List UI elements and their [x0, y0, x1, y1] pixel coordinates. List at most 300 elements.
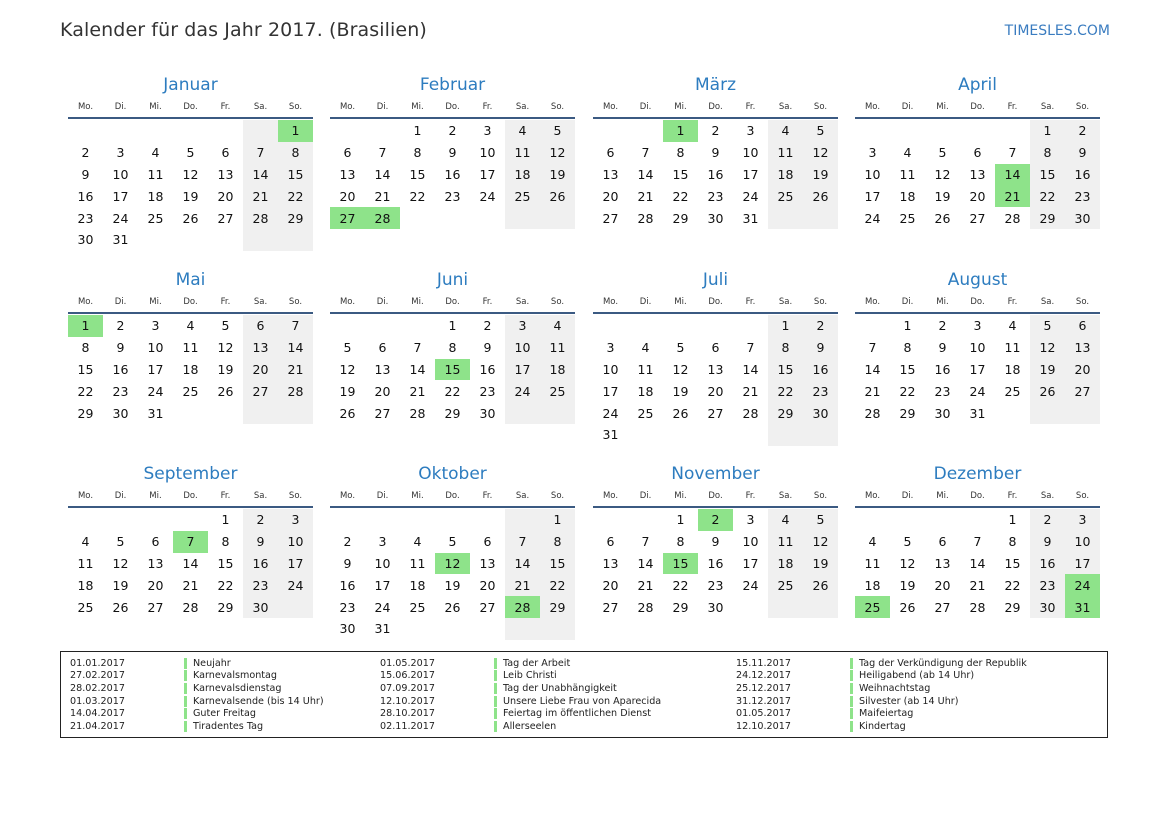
legend-holiday-name: Guter Freitag: [193, 708, 257, 720]
day-cell: 13: [934, 555, 951, 571]
day-cell: 29: [899, 405, 916, 421]
day-cell: 30: [707, 599, 724, 615]
day-cell: 25: [637, 405, 654, 421]
weekday-label: Do.: [445, 491, 460, 501]
day-cell: 16: [339, 577, 356, 593]
day-cell: 21: [864, 383, 881, 399]
empty-cell: [103, 509, 138, 531]
legend-date: 01.05.2017: [380, 657, 435, 669]
month-name: April: [958, 75, 997, 95]
legend-holiday-name: Feiertag im öffentlichen Dienst: [503, 708, 651, 720]
day-cell: 18: [182, 361, 199, 377]
day-cell: 23: [479, 383, 496, 399]
day-cell: 9: [1030, 531, 1065, 553]
day-grid: [593, 509, 838, 618]
day-cell: 18: [505, 164, 540, 186]
day-cell: 6: [938, 534, 947, 550]
day-cell: 12: [182, 166, 199, 182]
weekday-label: Di.: [639, 102, 652, 112]
weekday-label: Mi.: [936, 491, 949, 501]
day-grid: [330, 120, 575, 229]
day-cell: 17: [479, 166, 496, 182]
legend-date: 28.10.2017: [380, 708, 435, 720]
day-cell: 26: [899, 599, 916, 615]
header-rule: [855, 506, 1100, 508]
day-cell: 11: [768, 531, 803, 553]
month-name: August: [947, 270, 1008, 290]
day-cell: 20: [1065, 359, 1100, 381]
legend-date: 07.09.2017: [380, 682, 435, 694]
weekday-label: Di.: [639, 297, 652, 307]
day-cell: 5: [540, 120, 575, 142]
day-cell: 15: [409, 166, 426, 182]
day-cell: 12: [1030, 337, 1065, 359]
day-cell: 26: [112, 599, 129, 615]
weekday-label: Do.: [183, 491, 198, 501]
day-cell: 19: [803, 553, 838, 575]
legend-holiday-name: Tag der Arbeit: [503, 657, 571, 669]
weekday-label: So.: [813, 102, 828, 112]
day-cell: 2: [483, 318, 492, 334]
day-cell: 13: [374, 361, 391, 377]
month-februar: [330, 74, 575, 229]
day-cell: 17: [505, 359, 540, 381]
day-cell: 15: [77, 361, 94, 377]
legend-holiday-name: Unsere Liebe Frau von Aparecida: [503, 695, 662, 707]
empty-cell: [1065, 402, 1100, 424]
day-cell: 11: [540, 337, 575, 359]
day-cell: 24: [112, 210, 129, 226]
legend-marker: [494, 696, 497, 707]
legend-marker: [850, 670, 853, 681]
day-cell: 23: [803, 380, 838, 402]
weekday-label: Di.: [114, 102, 127, 112]
legend-marker: [850, 721, 853, 732]
day-cell: 6: [343, 145, 352, 161]
weekday-header: [855, 292, 1100, 312]
day-grid: [855, 315, 1100, 424]
empty-cell: [960, 509, 995, 531]
day-cell: 7: [378, 145, 387, 161]
day-cell: 24: [374, 599, 391, 615]
holiday-day-cell: 1: [278, 120, 313, 142]
day-cell: 1: [221, 512, 230, 528]
month-name: Juli: [702, 270, 729, 290]
day-cell: 12: [934, 166, 951, 182]
day-cell: 14: [505, 553, 540, 575]
weekday-header: [68, 486, 313, 506]
day-cell: 2: [803, 315, 838, 337]
day-cell: 28: [1004, 210, 1021, 226]
day-cell: 20: [374, 383, 391, 399]
day-cell: 7: [973, 534, 982, 550]
weekday-label: Mo.: [864, 297, 881, 307]
holiday-day-cell: 7: [173, 531, 208, 553]
day-grid: [855, 120, 1100, 229]
legend-entry: [371, 657, 661, 670]
weekday-label: Sa.: [778, 297, 793, 307]
empty-cell: [540, 402, 575, 424]
empty-cell: [278, 596, 313, 618]
day-cell: 30: [112, 405, 129, 421]
legend-marker: [184, 658, 187, 669]
day-cell: 10: [278, 531, 313, 553]
day-cell: 21: [278, 359, 313, 381]
day-cell: 11: [899, 166, 916, 182]
day-cell: 5: [903, 534, 912, 550]
empty-cell: [698, 315, 733, 337]
day-cell: 21: [505, 574, 540, 596]
weekday-header: [855, 486, 1100, 506]
day-cell: 4: [641, 340, 650, 356]
day-cell: 15: [1030, 164, 1065, 186]
day-cell: 13: [147, 555, 164, 571]
day-cell: 8: [676, 534, 685, 550]
month-dezember: [855, 463, 1100, 618]
weekday-label: Do.: [970, 297, 985, 307]
empty-cell: [138, 509, 173, 531]
day-cell: 17: [969, 361, 986, 377]
legend-entry: [61, 670, 324, 683]
day-cell: 26: [803, 574, 838, 596]
day-cell: 20: [339, 188, 356, 204]
header-rule: [330, 506, 575, 508]
weekday-label: Di.: [901, 102, 914, 112]
day-cell: 30: [479, 405, 496, 421]
day-cell: 16: [479, 361, 496, 377]
day-cell: 2: [81, 145, 90, 161]
day-cell: 5: [448, 534, 457, 550]
weekday-header: [593, 292, 838, 312]
weekday-label: So.: [550, 297, 565, 307]
day-cell: 19: [339, 383, 356, 399]
day-cell: 23: [1065, 185, 1100, 207]
day-cell: 7: [278, 315, 313, 337]
month-märz: [593, 74, 838, 229]
weekday-label: Sa.: [1040, 297, 1055, 307]
month-name: Juni: [436, 270, 469, 290]
legend-entry: [727, 720, 1027, 733]
day-cell: 15: [540, 553, 575, 575]
site-link[interactable]: TIMESLES.COM: [1004, 23, 1110, 39]
day-cell: 3: [116, 145, 125, 161]
empty-cell: [208, 120, 243, 142]
day-cell: 25: [182, 383, 199, 399]
weekday-label: Do.: [708, 102, 723, 112]
legend-entry: [727, 695, 1027, 708]
empty-cell: [505, 207, 540, 229]
weekday-label: Fr.: [745, 297, 756, 307]
month-august: [855, 269, 1100, 424]
legend-holiday-name: Weihnachtstag: [859, 682, 931, 694]
month-name: Mai: [175, 270, 206, 290]
weekday-header: [593, 486, 838, 506]
empty-cell: [803, 424, 838, 446]
day-cell: 30: [77, 232, 94, 248]
holiday-day-cell: 31: [1065, 596, 1100, 618]
day-cell: 24: [479, 188, 496, 204]
month-name: November: [671, 464, 760, 484]
weekday-label: Mi.: [149, 491, 162, 501]
day-cell: 29: [217, 599, 234, 615]
legend-date: 02.11.2017: [380, 720, 435, 732]
day-cell: 5: [1030, 315, 1065, 337]
day-cell: 5: [186, 145, 195, 161]
weekday-label: So.: [1075, 102, 1090, 112]
empty-cell: [208, 402, 243, 424]
day-cell: 28: [182, 599, 199, 615]
day-cell: 12: [803, 142, 838, 164]
day-cell: 1: [903, 318, 912, 334]
empty-cell: [435, 618, 470, 640]
day-cell: 19: [934, 188, 951, 204]
day-cell: 3: [278, 509, 313, 531]
empty-cell: [803, 596, 838, 618]
day-cell: 27: [934, 599, 951, 615]
day-cell: 12: [803, 531, 838, 553]
day-cell: 8: [448, 340, 457, 356]
day-cell: 17: [1065, 553, 1100, 575]
weekday-label: Fr.: [220, 491, 231, 501]
day-cell: 27: [602, 599, 619, 615]
legend-marker: [494, 670, 497, 681]
legend-marker: [494, 708, 497, 719]
empty-cell: [593, 509, 628, 531]
day-cell: 20: [969, 188, 986, 204]
empty-cell: [330, 120, 365, 142]
day-cell: 5: [116, 534, 125, 550]
legend-date: 25.12.2017: [736, 682, 791, 694]
holiday-day-cell: 1: [68, 315, 103, 337]
header-rule: [593, 506, 838, 508]
weekday-label: Fr.: [1007, 102, 1018, 112]
day-cell: 7: [641, 534, 650, 550]
day-cell: 16: [934, 361, 951, 377]
empty-cell: [173, 120, 208, 142]
weekday-label: Mi.: [674, 297, 687, 307]
weekday-label: So.: [1075, 297, 1090, 307]
day-cell: 23: [1030, 574, 1065, 596]
empty-cell: [243, 120, 278, 142]
day-cell: 8: [221, 534, 230, 550]
weekday-label: Sa.: [253, 297, 268, 307]
weekday-label: Mi.: [411, 491, 424, 501]
weekday-label: Sa.: [1040, 102, 1055, 112]
day-grid: [593, 315, 838, 446]
empty-cell: [628, 315, 663, 337]
day-cell: 1: [448, 318, 457, 334]
day-cell: 1: [413, 123, 422, 139]
day-cell: 14: [969, 555, 986, 571]
day-cell: 24: [742, 577, 759, 593]
empty-cell: [663, 424, 698, 446]
weekday-label: So.: [813, 491, 828, 501]
day-cell: 5: [803, 120, 838, 142]
day-cell: 10: [374, 555, 391, 571]
day-cell: 8: [413, 145, 422, 161]
day-cell: 4: [186, 318, 195, 334]
day-cell: 20: [602, 577, 619, 593]
holiday-day-cell: 1: [663, 120, 698, 142]
day-cell: 11: [1004, 340, 1021, 356]
day-grid: [68, 509, 313, 618]
header-rule: [330, 312, 575, 314]
day-cell: 21: [182, 577, 199, 593]
day-cell: 19: [803, 164, 838, 186]
legend-holiday-name: Tag der Unabhängigkeit: [503, 682, 617, 694]
month-oktober: [330, 463, 575, 640]
day-cell: 22: [899, 383, 916, 399]
weekday-label: Sa.: [515, 102, 530, 112]
empty-cell: [400, 315, 435, 337]
day-cell: 20: [147, 577, 164, 593]
day-cell: 26: [803, 185, 838, 207]
day-cell: 22: [768, 380, 803, 402]
empty-cell: [278, 229, 313, 251]
legend-marker: [184, 670, 187, 681]
empty-cell: [505, 509, 540, 531]
weekday-label: Mo.: [602, 491, 619, 501]
day-cell: 28: [637, 210, 654, 226]
weekday-label: Mo.: [339, 297, 356, 307]
day-cell: 22: [278, 185, 313, 207]
legend-entry: [371, 707, 661, 720]
legend-entry: [727, 707, 1027, 720]
day-cell: 4: [413, 534, 422, 550]
weekday-header: [68, 292, 313, 312]
legend-column-3: [727, 657, 1027, 733]
empty-cell: [768, 424, 803, 446]
day-cell: 19: [182, 188, 199, 204]
day-cell: 3: [746, 123, 755, 139]
weekday-label: So.: [1075, 491, 1090, 501]
day-cell: 17: [742, 166, 759, 182]
day-cell: 9: [243, 531, 278, 553]
day-cell: 28: [969, 599, 986, 615]
weekday-label: Mo.: [864, 102, 881, 112]
weekday-label: Mo.: [77, 491, 94, 501]
holiday-day-cell: 15: [435, 359, 470, 381]
weekday-label: So.: [813, 297, 828, 307]
day-cell: 18: [637, 383, 654, 399]
day-cell: 14: [409, 361, 426, 377]
header-rule: [68, 117, 313, 119]
weekday-label: Di.: [114, 491, 127, 501]
day-cell: 12: [899, 555, 916, 571]
legend-date: 28.02.2017: [70, 682, 125, 694]
month-name: Februar: [419, 75, 486, 95]
weekday-label: Sa.: [515, 297, 530, 307]
day-grid: [68, 315, 313, 424]
empty-cell: [995, 402, 1030, 424]
day-cell: 28: [637, 599, 654, 615]
weekday-label: Mo.: [339, 491, 356, 501]
day-cell: 4: [81, 534, 90, 550]
day-cell: 29: [1004, 599, 1021, 615]
empty-cell: [365, 509, 400, 531]
day-cell: 11: [77, 555, 94, 571]
day-cell: 3: [1065, 509, 1100, 531]
day-cell: 18: [147, 188, 164, 204]
legend-holiday-name: Kindertag: [859, 720, 906, 732]
weekday-label: Fr.: [482, 297, 493, 307]
day-cell: 10: [742, 145, 759, 161]
day-cell: 11: [637, 361, 654, 377]
weekday-header: [855, 97, 1100, 117]
empty-cell: [960, 120, 995, 142]
day-cell: 31: [602, 427, 619, 443]
holiday-day-cell: 28: [505, 596, 540, 618]
day-cell: 5: [343, 340, 352, 356]
day-cell: 21: [637, 577, 654, 593]
day-cell: 21: [637, 188, 654, 204]
empty-cell: [628, 509, 663, 531]
day-cell: 23: [707, 188, 724, 204]
day-cell: 17: [864, 188, 881, 204]
day-cell: 18: [540, 359, 575, 381]
holiday-day-cell: 21: [995, 185, 1030, 207]
day-cell: 24: [969, 383, 986, 399]
day-cell: 16: [77, 188, 94, 204]
day-cell: 7: [413, 340, 422, 356]
holiday-day-cell: 28: [365, 207, 400, 229]
day-cell: 2: [116, 318, 125, 334]
day-cell: 6: [483, 534, 492, 550]
month-name: September: [143, 464, 238, 484]
day-cell: 18: [864, 577, 881, 593]
day-cell: 9: [1065, 142, 1100, 164]
day-cell: 22: [409, 188, 426, 204]
day-cell: 8: [278, 142, 313, 164]
weekday-label: Fr.: [745, 102, 756, 112]
day-cell: 11: [505, 142, 540, 164]
empty-cell: [628, 424, 663, 446]
legend-date: 01.01.2017: [70, 657, 125, 669]
legend-entry: [61, 707, 324, 720]
day-cell: 6: [221, 145, 230, 161]
day-cell: 2: [1030, 509, 1065, 531]
weekday-label: Do.: [183, 297, 198, 307]
day-cell: 30: [934, 405, 951, 421]
day-cell: 10: [602, 361, 619, 377]
day-cell: 31: [742, 210, 759, 226]
day-cell: 30: [803, 402, 838, 424]
legend-marker: [494, 658, 497, 669]
day-cell: 19: [1030, 359, 1065, 381]
day-cell: 9: [711, 534, 720, 550]
legend-marker: [184, 721, 187, 732]
day-cell: 19: [672, 383, 689, 399]
day-cell: 9: [803, 337, 838, 359]
month-name: Dezember: [933, 464, 1022, 484]
empty-cell: [278, 402, 313, 424]
day-cell: 27: [479, 599, 496, 615]
legend-marker: [184, 696, 187, 707]
day-cell: 13: [479, 555, 496, 571]
month-juni: [330, 269, 575, 424]
day-cell: 15: [1004, 555, 1021, 571]
legend-entry: [61, 695, 324, 708]
legend-holiday-name: Maifeiertag: [859, 708, 914, 720]
empty-cell: [628, 120, 663, 142]
empty-cell: [663, 315, 698, 337]
day-cell: 8: [903, 340, 912, 356]
day-cell: 25: [505, 185, 540, 207]
day-cell: 13: [969, 166, 986, 182]
day-cell: 24: [864, 210, 881, 226]
day-cell: 26: [444, 599, 461, 615]
empty-cell: [103, 120, 138, 142]
